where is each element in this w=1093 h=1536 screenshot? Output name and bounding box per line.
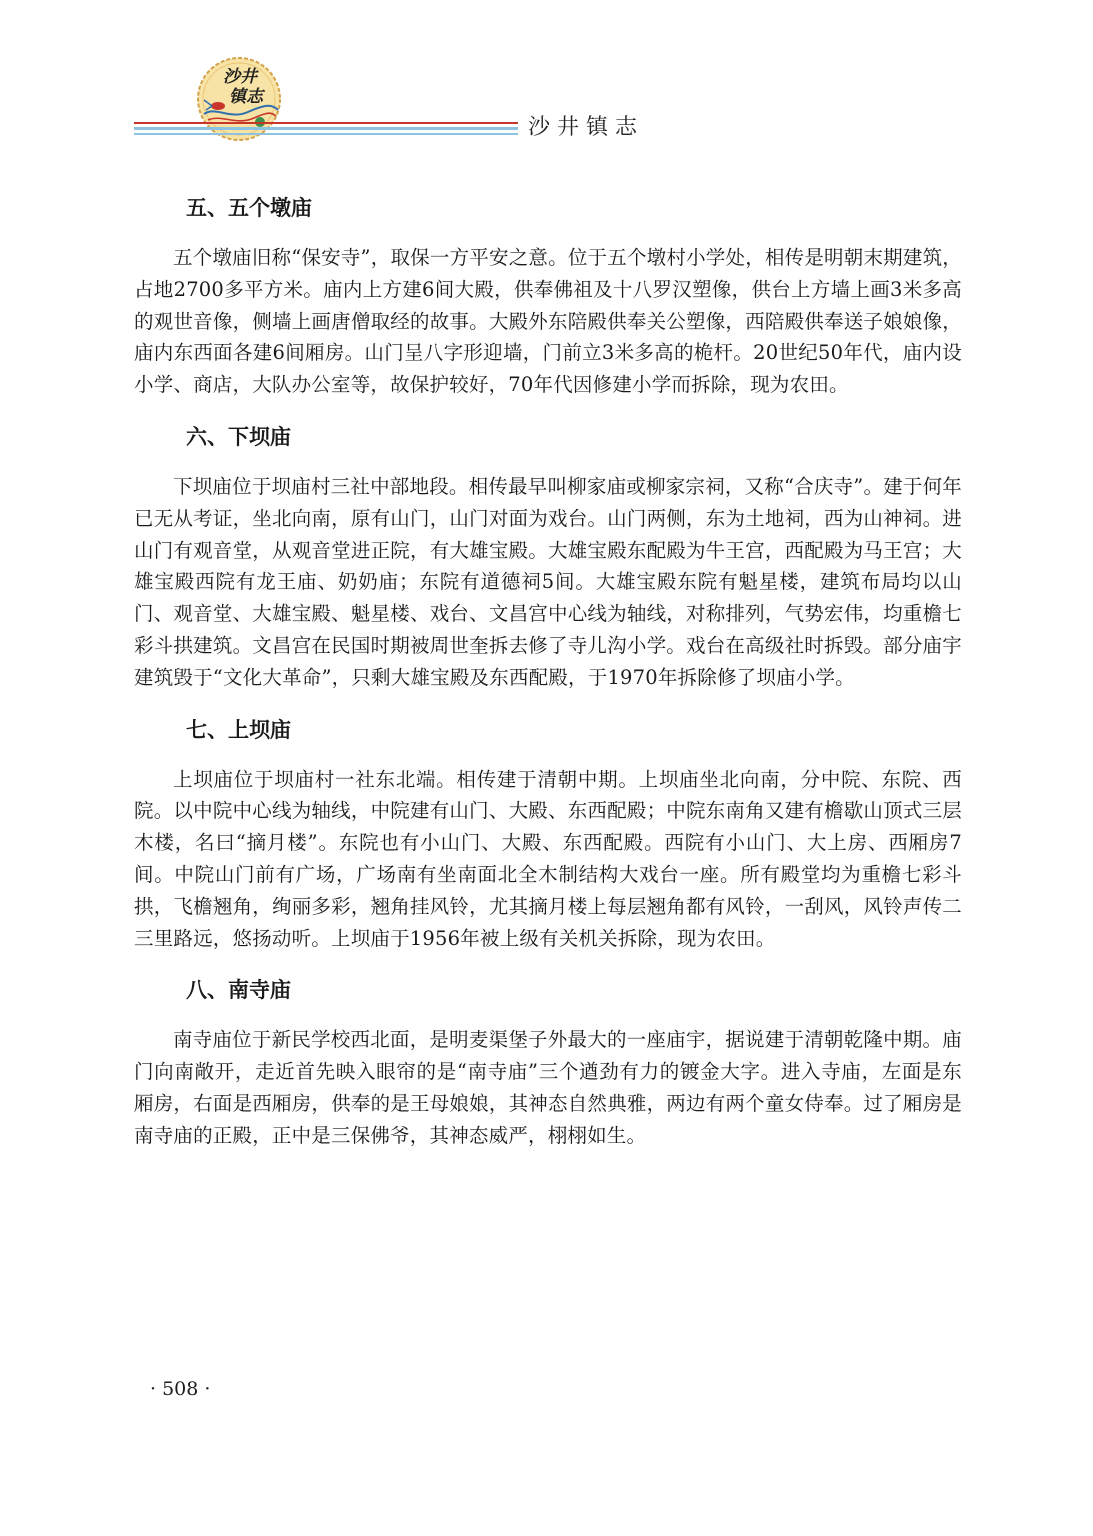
page-body <box>134 188 962 1152</box>
section-paragraph: 五个墩庙旧称“保安寺”，取保一方平安之意。位于五个墩村小学处，相传是明朝末期建筑，占地2700多平方米。庙内上方建6间大殿，供奉佛祖及十八罗汉塑像，供台上方墙上画3米多高的观世音像，侧墙上画唐僧取经的故事。大殿外东陪殿供奉关公塑像，西陪殿供奉送子娘娘像，庙内东西面各建6间厢房。山门呈八字形迎墙，门前立3米多高的桅杆。20世纪50年代，庙内设小学、商店，大队办公室等，故保护较好，70年代因修建小学而拆除，现为农田。 <box>134 246 962 397</box>
section-shangba-temple <box>134 710 962 955</box>
section-heading: 五、五个墩庙 <box>186 196 312 220</box>
page-number: · 508 · <box>150 1378 211 1400</box>
section-paragraph: 南寺庙位于新民学校西北面，是明麦渠堡子外最大的一座庙宇，据说建于清朝乾隆中期。庙门向南敞开，走近首先映入眼帘的是“南寺庙”三个遒劲有力的镀金大字。进入寺庙，左面是东厢房，右面是西厢房，供奉的是王母娘娘，其神态自然典雅，两边有两个童女侍奉。过了厢房是南寺庙的正殿，正中是三保佛爷，其神态威严，栩栩如生。 <box>134 1028 962 1147</box>
header-rule-blue-thin <box>134 133 518 135</box>
section-heading: 六、下坝庙 <box>186 424 291 449</box>
section-paragraph: 下坝庙位于坝庙村三社中部地段。相传最早叫柳家庙或柳家宗祠，又称“合庆寺”。建于何年已无从考证，坐北向南，原有山门，山门对面为戏台。山门两侧，东为土地祠，西为山神祠。进山门有观音堂，从观音堂进正院，有大雄宝殿。大雄宝殿东配殿为牛王宫，西配殿为马王宫；大雄宝殿西院有龙王庙、奶奶庙；东院有道德祠5间。大雄宝殿东院有魁星楼，建筑布局均以山门、观音堂、大雄宝殿、魁星楼、戏台、文昌宫中心线为轴线，对称排列，气势宏伟，均重檐七彩斗拱建筑。文昌宫在民国时期被周世奎拆去修了寺儿沟小学。戏台在高级社时拆毁。部分庙宇建筑毁于“文化大革命”，只剩大雄宝殿及东西配殿，于1970年拆除修了坝庙小学。 <box>134 474 962 689</box>
section-heading: 七、上坝庙 <box>186 717 291 742</box>
running-header-title: 沙井镇志 <box>528 115 645 140</box>
section-xiaba-temple <box>134 417 962 694</box>
header-rule-red <box>134 122 518 124</box>
section-heading: 八、南寺庙 <box>186 978 291 1003</box>
logo-text-line2: 镇志 <box>229 87 263 107</box>
section-wugedun-temple <box>134 188 962 401</box>
page-header <box>0 0 1093 170</box>
section-nansi-temple <box>134 970 962 1151</box>
logo-text-line1: 沙井 <box>223 67 257 87</box>
header-rule-blue <box>134 127 518 130</box>
section-paragraph: 上坝庙位于坝庙村一社东北端。相传建于清朝中期。上坝庙坐北向南，分中院、东院、西院。以中院中心线为轴线，中院建有山门、大殿、东西配殿；中院东南角又建有檐歇山顶式三层木楼，名曰“摘月楼”。东院也有小山门、大殿、东西配殿。西院有小山门、大上房、西厢房7间。中院山门前有广场，广场南有坐南面北全木制结构大戏台一座。所有殿堂均为重檐七彩斗拱，飞檐翘角，绚丽多彩，翘角挂风铃，尤其摘月楼上每层翘角都有风铃，一刮风，风铃声传二三里路远，悠扬动听。上坝庙于1956年被上级有关机关拆除，现为农田。 <box>134 767 962 950</box>
